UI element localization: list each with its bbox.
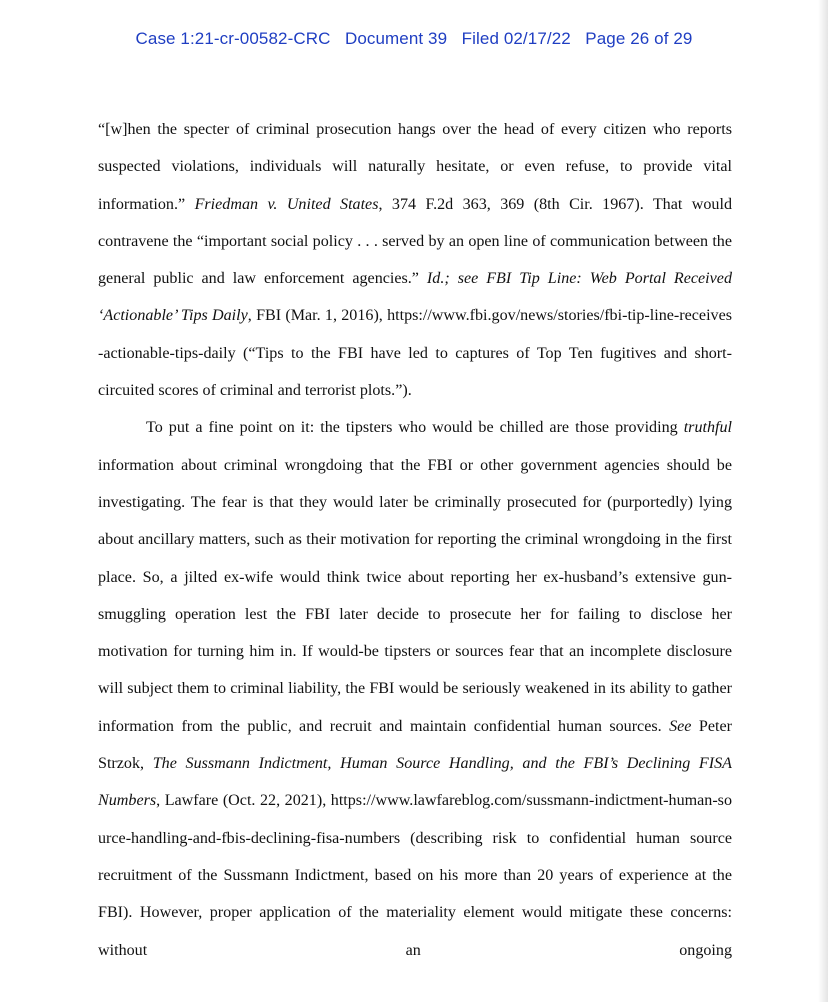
lawfare-link[interactable]: https://www.lawfareblog.com/sussmann-indictment-human-source-handling-and-fbis-declining-fisa-numbers [98,792,732,847]
fbi-tip-line-link[interactable]: https://www.fbi.gov/news/stories/fbi-tip-line-receives-actionable-tips-daily [98,307,732,362]
paragraph-1 [98,111,732,409]
case-number: Case 1:21-cr-00582-CRC [135,29,331,48]
fbi-source-text: , FBI (Mar. 1, 2016), [247,307,388,325]
citation-text: , 374 F.2d 363, 369 (8th Cir. 1967). That would contravene the “important social policy . . . served by an open line of communication between the general public and law enforcement agencies.” [98,195,732,288]
page-number: Page 26 of 29 [585,29,693,48]
article-title: The Sussmann Indictment, Human Source Handling, and the FBI’s Declining FISA Numbers [98,755,732,810]
id-see-citation: Id.; see FBI Tip Line: Web Portal Received ‘Actionable’ Tips Daily [98,270,732,325]
quote-text: “[w]hen the specter of criminal prosecution hangs over the head of every citizen who reports suspected violations, individuals will naturally hesitate, or even refuse, to provide vital information.” [98,121,732,213]
document-number: Document 39 [344,29,448,48]
paragraph-2 [98,409,732,968]
document-body [98,111,732,969]
truthful-emphasis: truthful [683,419,732,437]
lawfare-source-text: , Lawfare (Oct. 22, 2021), [156,792,331,810]
author-text: Peter Strzok, [98,717,732,773]
fine-point-text: To put a fine point on it: the tipsters who would be chilled are those providing [146,419,678,437]
page-edge-shadow [818,0,828,1002]
case-header [0,29,828,49]
see-signal: See [669,717,692,735]
tipsters-text: information about criminal wrongdoing that the FBI or other government agencies should be investigating. The fear is that they would later be criminally prosecuted for (purportedly) lying about ancillary matters, such as their motivation for reporting the criminal wrongdoing in the first place. So, a jilted ex-wife would think twice about reporting her ex-husband’s extensive gun-smuggling operation lest the FBI later decide to prosecute her for failing to disclose her motivation for turning him in. If would-be tipsters or sources fear that an incomplete disclosure will subject them to criminal liability, the FBI would be seriously weakened in its ability to gather information from the public, and recruit and maintain confidential human sources. [98,456,732,735]
filed-date: Filed 02/17/22 [461,29,571,48]
case-citation-friedman: Friedman v. United States [194,195,379,213]
tips-parenthetical: (“Tips to the FBI have led to captures of Top Ten fugitives and short-circuited scores of criminal and terrorist plots.”). [98,344,732,400]
describing-text: (describing risk to confidential human source recruitment of the Sussmann Indictment, based on his more than 20 years of experience at the FBI). However, proper application of the materiality element would mitigate these concerns: without an ongoing [98,829,732,959]
